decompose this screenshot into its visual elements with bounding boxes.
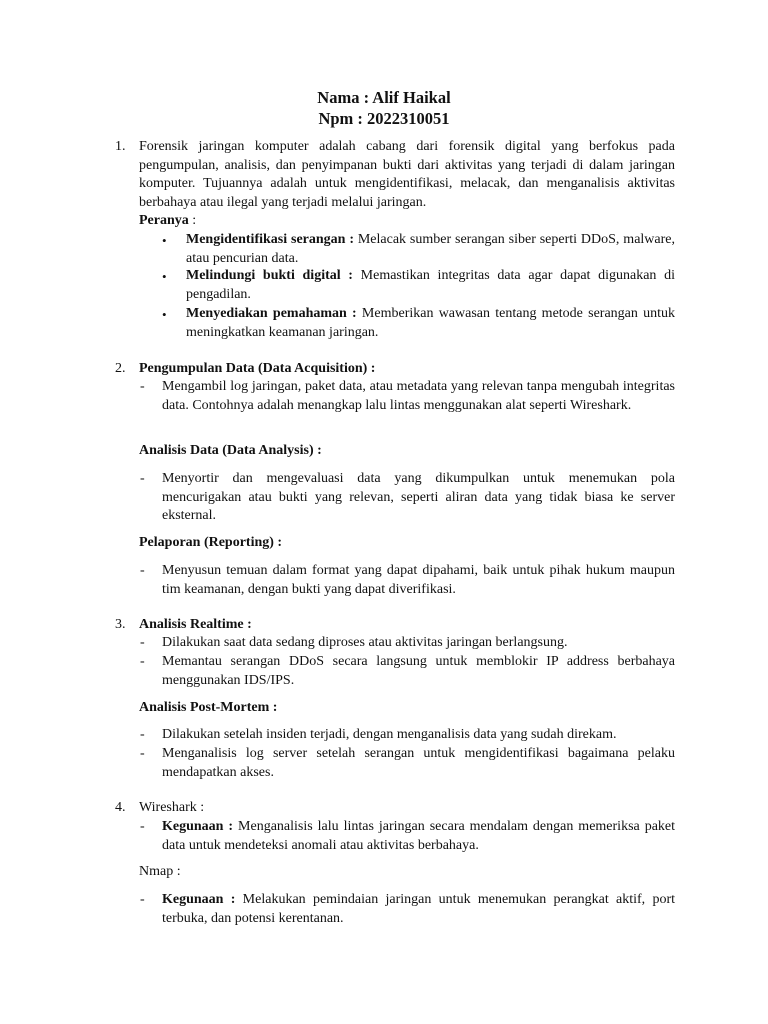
dash-marker: - [140,654,145,669]
section-heading: Pelaporan (Reporting) : [139,535,283,550]
section-point: Dilakukan saat data sedang diproses atau aktivitas jaringan berlangsung. [162,635,568,650]
tool-name: Wireshark : [139,800,205,815]
section-point: Menyusun temuan dalam format yang dapat dipahami, baik untuk pihak hukum maupun tim keamanan, dengan bukti yang dapat diverifikasi. [162,563,675,597]
section-heading: Pengumpulan Data (Data Acquisition) : [139,361,376,376]
section-point: Dilakukan setelah insiden terjadi, dengan menganalisis data yang sudah direkam. [162,727,617,742]
section-point: Menganalisis log server setelah serangan untuk mengidentifikasi bagaimana pelaku mendapatkan akses. [162,746,675,780]
section-point: Menyortir dan mengevaluasi data yang dikumpulkan untuk menemukan pola mencurigakan atau bukti yang relevan, seperti aliran data yang tidak biasa ke server eksternal. [162,471,675,523]
tool-usage: Kegunaan : Melakukan pemindaian jaringan untuk menemukan perangkat aktif, port terbuka, dan potensi kerentanan. [162,892,675,926]
dash-marker: - [140,379,145,394]
section-heading: Analisis Post-Mortem : [139,700,278,715]
dash-marker: - [140,746,145,761]
item-4-number: 4. [115,800,126,815]
item-1-number: 1. [115,139,126,154]
dash-marker: - [140,563,145,578]
dash-marker: - [140,727,145,742]
role-bullet: Melindungi bukti digital : Memastikan integritas data agar dapat digunakan di pengadilan. [186,268,675,302]
bullet-icon: • [162,233,167,248]
dash-marker: - [140,471,145,486]
item-1-paragraph: Forensik jaringan komputer adalah cabang dari forensik digital yang berfokus pada pengumpulan, analisis, dan penyimpanan bukti dari aktivitas yang terjadi di dalam jaringan komputer. Tujuannya adalah untuk mengidentifikasi, melacak, dan menganalisis aktivitas berbahaya atau ilegal yang terjadi melalui jaringan. [139,139,675,210]
peranya-label: Peranya [139,213,189,228]
student-npm: Npm : 2022310051 [318,109,450,128]
student-name: Nama : Alif Haikal [317,88,451,107]
dash-marker: - [140,635,145,650]
tool-usage: Kegunaan : Menganalisis lalu lintas jaringan secara mendalam dengan memeriksa paket data untuk mendeteksi anomali atau aktivitas berbahaya. [162,819,676,853]
section-heading: Analisis Realtime : [139,617,252,632]
dash-marker: - [140,892,145,907]
section-heading: Analisis Data (Data Analysis) : [139,443,322,458]
dash-marker: - [140,819,145,834]
bullet-icon: • [162,307,167,322]
role-bullet: Menyediakan pemahaman : Memberikan wawasan tentang metode serangan untuk meningkatkan keamanan jaringan. [186,306,675,340]
item-3-number: 3. [115,617,126,632]
tool-name: Nmap : [139,864,181,879]
section-point: Mengambil log jaringan, paket data, atau metadata yang relevan tanpa mengubah integritas data. Contohnya adalah menangkap lalu lintas menggunakan alat seperti Wireshark. [162,379,675,413]
item-2-number: 2. [115,361,126,376]
role-bullet: Mengidentifikasi serangan : Melacak sumber serangan siber seperti DDoS, malware, atau pencurian data. [186,232,675,266]
item-1-subheading: Peranya : [139,213,197,228]
bullet-icon: • [162,269,167,284]
section-point: Memantau serangan DDoS secara langsung untuk memblokir IP address berbahaya menggunakan IDS/IPS. [162,654,675,688]
